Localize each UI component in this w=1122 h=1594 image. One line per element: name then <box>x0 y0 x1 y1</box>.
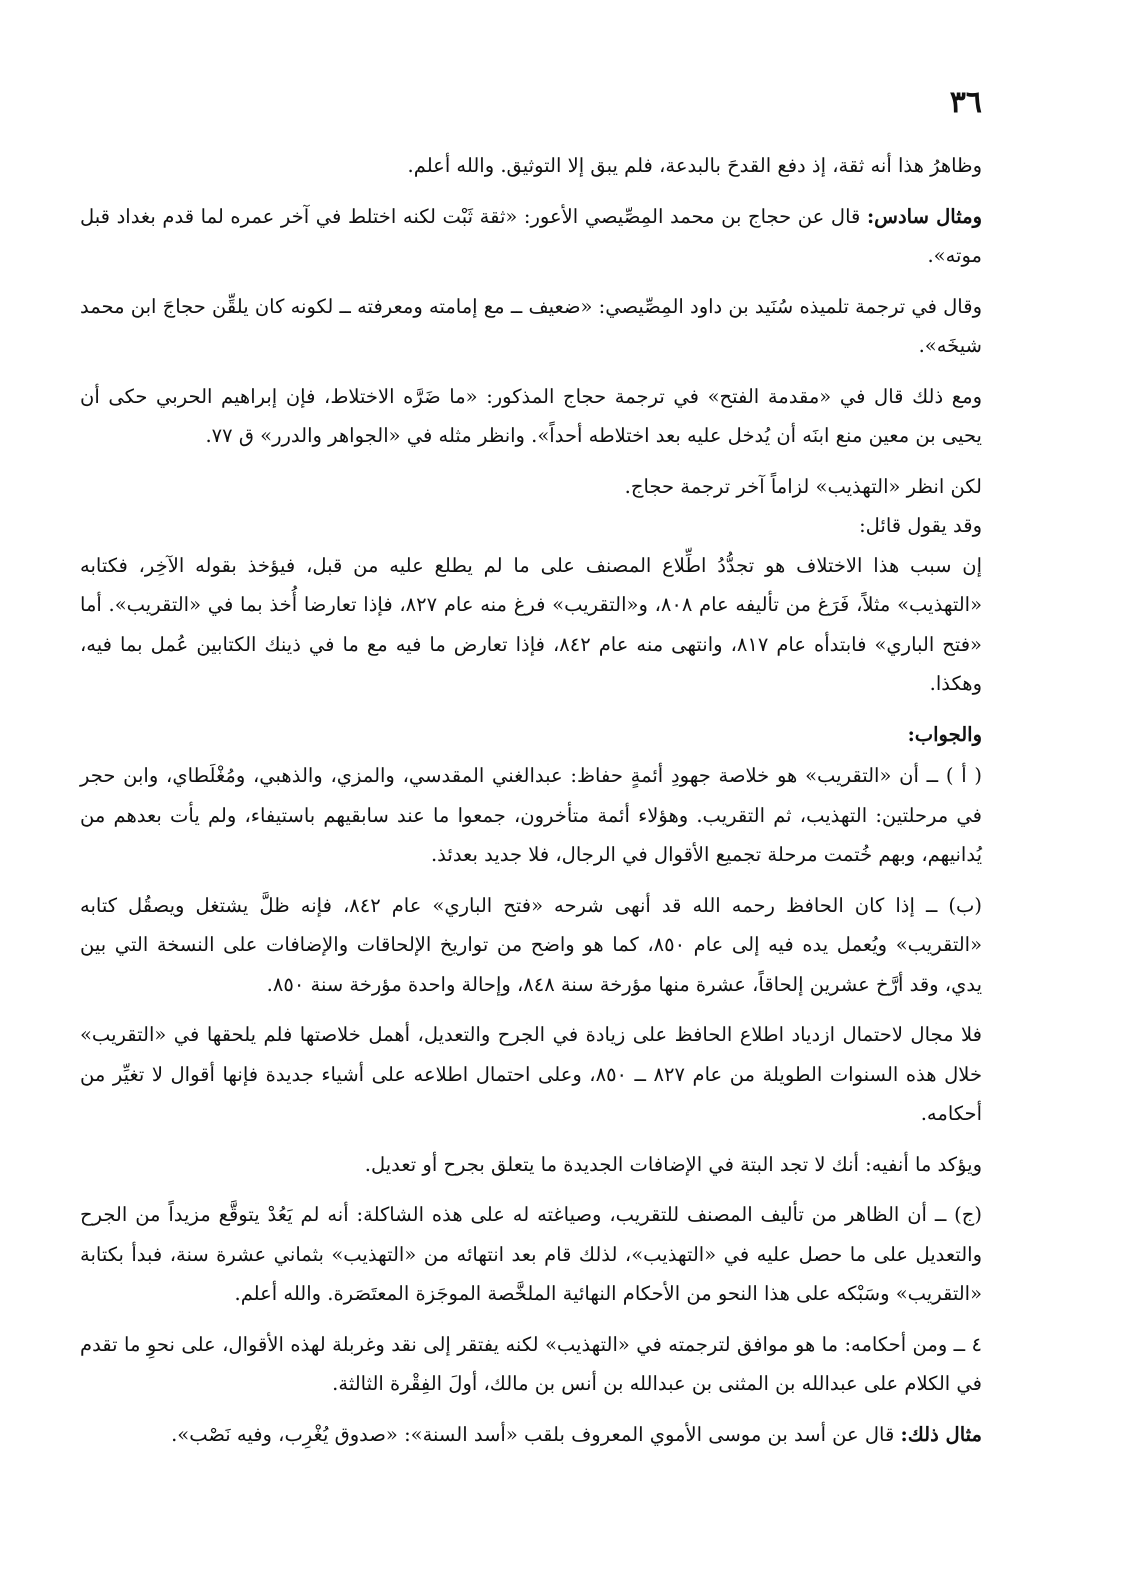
paragraph-12 <box>80 1145 982 1185</box>
body-text <box>80 146 982 1465</box>
paragraph-text: وقال في ترجمة تلميذه سُنَيد بن داود المِصِّيصي: «ضعيف ــ مع إمامته ومعرفته ــ لكونه كان يلقِّن حجاجَ ابن محمد شيخَه». <box>80 294 982 357</box>
paragraph-text: (ب) ــ إذا كان الحافظ رحمه الله قد أنهى شرحه «فتح الباري» عام ٨٤٢، فإنه ظلَّ يشتغل ويصقُل كتابه «التقريب» ويُعمل يده فيه إلى عام ٨٥٠، كما هو واضح من تواريخ الإلحاقات والإضافات على النسخة التي بين يدي، وقد أرَّخ عشرين إلحاقاً، عشرة منها مؤرخة سنة ٨٤٨، وإحالة واحدة مؤرخة سنة ٨٥٠. <box>80 893 983 996</box>
paragraph-text: وظاهرُ هذا أنه ثقة، إذ دفع القدحَ بالبدعة، فلم يبق إلا التوثيق. والله أعلم. <box>407 154 982 177</box>
paragraph-text: ومع ذلك قال في «مقدمة الفتح» في ترجمة حجاج المذكور: «ما ضَرَّه الاختلاط، فإن إبراهيم الحربي حكى أن يحيى بن معين منع ابنَه أن يُدخل عليه بعد اختلاطه أحداً». وانظر مثله في «الجواهر والدرر» ق ٧٧. <box>80 384 982 447</box>
heading-text: والجواب: <box>907 722 982 746</box>
paragraph-text: (ج) ــ أن الظاهر من تأليف المصنف للتقريب، وصياغته له على هذه الشاكلة: أنه لم يَعُدْ يتوقَّع مزيداً من الجرح والتعديل على ما حصل عليه في «التهذيب»، لذلك قام بعد انتهائه من «التهذيب» بثماني عشرة سنة، فبدأ بكتابة «التقريب» وسَبْكه على هذا النحو من الأحكام النهائية الملخَّصة الموجَزة المعتَصَرة. والله أعلم. <box>80 1203 982 1305</box>
paragraph-text: قال عن حجاج بن محمد المِصِّيصي الأعور: «ثقة ثَبْت لكنه اختلط في آخر عمره لما قدم بغداد قبل موته». <box>80 204 982 267</box>
answer-heading <box>80 715 982 755</box>
paragraph-text: ٤ ــ ومن أحكامه: ما هو موافق لترجمته في «التهذيب» لكنه يفتقر إلى نقد وغربلة لهذه الأقوال، على نحوِ ما تقدم في الكلام على عبدالله بن المثنى بن عبدالله بن أنس بن مالك، أولَ الفِقْرة الثالثة. <box>80 1332 982 1395</box>
paragraph-text: ويؤكد ما أنفيه: أنك لا تجد البتة في الإضافات الجديدة ما يتعلق بجرح أو تعديل. <box>364 1152 982 1176</box>
paragraph-lead: مثال ذلك: <box>900 1422 982 1446</box>
paragraph-text: قال عن أسد بن موسى الأموي المعروف بلقب «أسد السنة»: «صدوق يُغْرِب، وفيه نَصْب». <box>171 1422 901 1446</box>
paragraph-13 <box>80 1195 982 1314</box>
paragraph-15 <box>80 1415 982 1455</box>
paragraph-14 <box>80 1325 982 1404</box>
document-page <box>80 85 983 1564</box>
paragraph-5 <box>80 467 982 507</box>
paragraph-4 <box>80 377 982 456</box>
page-number: ٣٦ <box>949 85 982 120</box>
paragraph-1 <box>80 146 982 186</box>
paragraph-2 <box>80 197 982 276</box>
paragraph-text: ( أ ) ــ أن «التقريب» هو خلاصة جهودِ أئمةٍ حفاظ: عبدالغني المقدسي، والمزي، والذهبي، ومُغْلَطاي، وابن حجر في مرحلتين: التهذيب، ثم التقريب. وهؤلاء أئمة متأخرون، جمعوا ما عند سابقيهم باستيفاء، ولم يأت بعدهم من يُدانيهم، وبهم خُتمت مرحلة تجميع الأقوال في الرجال، فلا جديد بعدئذ. <box>80 764 982 866</box>
paragraph-11 <box>80 1015 982 1134</box>
paragraph-text: إن سبب هذا الاختلاف هو تجدُّدُ اطِّلاع المصنف على ما لم يطلع عليه من قبل، فيؤخذ بقوله الآخِر، فكتابه «التهذيب» مثلاً، فَرَغ من تأليفه عام ٨٠٨، و«التقريب» فرغ منه عام ٨٢٧، فإذا تعارضا أُخذ بما في «التقريب». أما «فتح الباري» فابتدأه عام ٨١٧، وانتهى منه عام ٨٤٢، فإذا تعارض ما فيه مع ما في ذينك الكتابين عُمل بما فيه، وهكذا. <box>80 553 982 695</box>
paragraph-9 <box>80 756 982 875</box>
paragraph-lead: ومثال سادس: <box>866 204 982 228</box>
paragraph-text: وقد يقول قائل: <box>859 514 982 537</box>
paragraph-text: فلا مجال لاحتمال ازدياد اطلاع الحافظ على زيادة في الجرح والتعديل، أهمل خلاصتها فلم يلحقها في «التقريب» خلال هذه السنوات الطويلة من عام ٨٢٧ ــ ٨٥٠، وعلى احتمال اطلاعه على أشياء جديدة فإنها أقوال لا تغيِّر من أحكامه. <box>80 1023 982 1125</box>
paragraph-10 <box>80 886 982 1005</box>
paragraph-7 <box>80 546 982 704</box>
paragraph-6 <box>80 506 982 546</box>
paragraph-text: لكن انظر «التهذيب» لزاماً آخر ترجمة حجاج. <box>624 474 982 498</box>
paragraph-3 <box>80 287 982 366</box>
